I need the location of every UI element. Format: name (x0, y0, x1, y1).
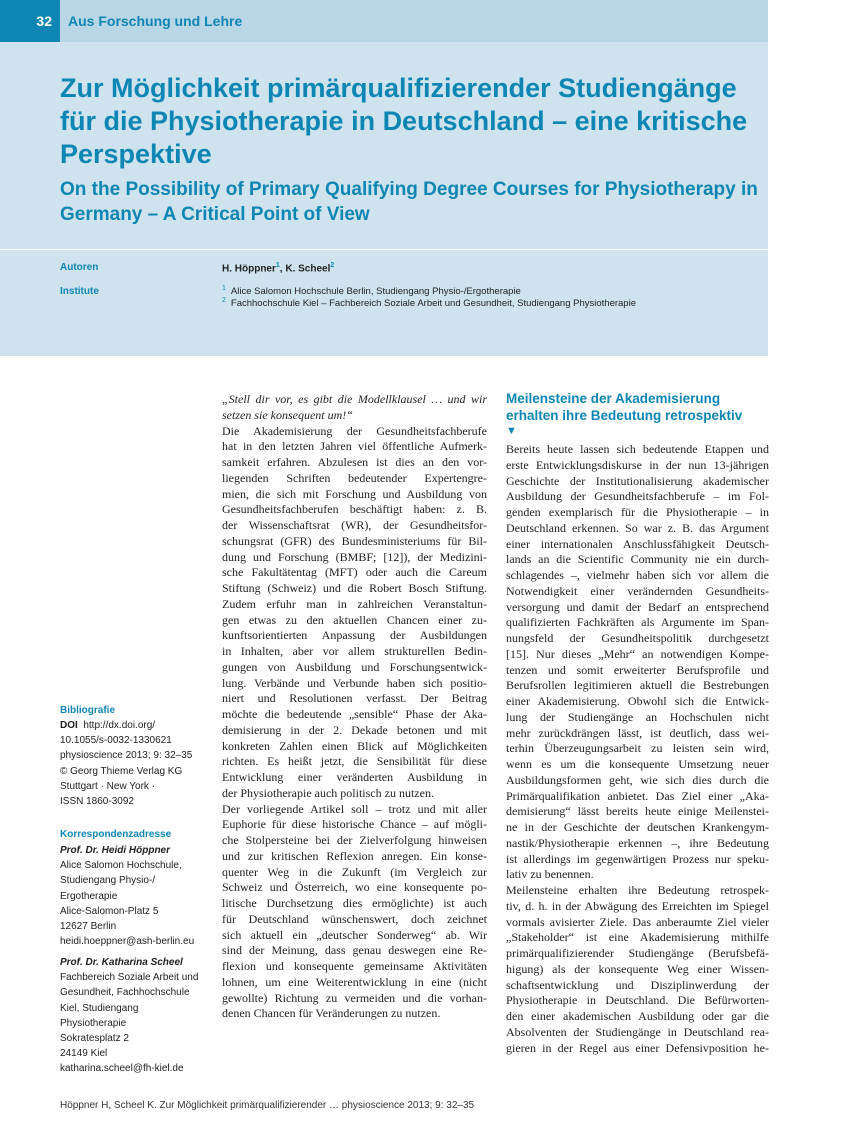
page-footer: Höppner H, Scheel K. Zur Möglichkeit primärqualifizierender … physioscience 2013; 9: 32–35 (60, 1100, 475, 1111)
text-line: Notwendigkeit einer verändernden Gesundheits- (506, 583, 769, 598)
text-line: in Inhalten, aber vor allem strukturellen Bedin- (222, 644, 487, 658)
address-line: 24149 Kiel (60, 1048, 108, 1060)
text-line: lativ zu benennen. (506, 867, 594, 882)
address-line: Kiel, Studiengang (60, 1002, 139, 1014)
text-line: „Stell dir vor, es gibt die Modellklausel … und wir (222, 392, 487, 406)
text-line: sich aktuell ein „deutscher Sonderweg“ ab. Wir (222, 927, 487, 942)
section-label: Aus Forschung und Lehre (68, 13, 243, 29)
text-line: Zudem erfuhr man in zahlreichen Veranstaltun- (222, 596, 487, 611)
text-line: „Stakeholder“ ist eine Akademisierung mithilfe (506, 930, 769, 945)
text-line: che Stolpersteine bei der Zielverfolgung hinweisen (222, 833, 487, 847)
text-line: nastik/Physiotherapie erkennen –, ihre Bedeutung (506, 835, 769, 850)
address-line: Ergotherapie (60, 890, 118, 902)
authors-list (222, 262, 334, 274)
address-line: Gesundheit, Fachhochschule (60, 987, 190, 999)
text-line: Die Akademisierung der Gesundheitsfachberufe (222, 423, 487, 438)
text-line: sind der Meinung, dass genau deswegen eine Re- (222, 943, 487, 958)
text-line: schaftsentwicklung und Disziplinwerdung der (506, 977, 769, 992)
text-line: setzen sie konsequent um!“ (222, 407, 353, 422)
text-line: ist allerdings im gegenwärtigen Prozess nur speku- (506, 851, 769, 866)
article-title-english: On the Possibility of Primary Qualifying Degree Courses for Physiotherapy in Germany – A Critical Point of View (60, 179, 758, 225)
text-line: lung der Studiengänge an Hochschulen nicht (506, 709, 769, 724)
text-line: gieren in der Regel aus einer Defensivposition he- (506, 1040, 769, 1055)
body-column-middle (222, 392, 487, 1022)
bibliography-line (60, 718, 210, 733)
text-line: hat in den letzten Jahren viel öffentliche Aufmerk- (222, 439, 487, 454)
institute-text: Fachhochschule Kiel – Fachbereich Soziale Arbeit und Gesundheit, Studiengang Physiotherapie (230, 298, 636, 310)
text-line: tiv, d. h. in der Abwägung des Erreichten im Spiegel (506, 898, 769, 913)
text-line: ne in der Geschichte der deutschen Krankengym- (506, 820, 769, 834)
correspondence-block-2 (60, 955, 210, 1077)
header-divider (0, 249, 768, 250)
correspondent-name: Prof. Dr. Katharina Scheel (60, 957, 183, 968)
text-line: lohnen, um eine Weiterentwicklung in eine (nicht (222, 974, 487, 989)
text-line: Der vorliegende Artikel soll – trotz und mit aller (222, 801, 487, 816)
text-line: kunftsorientierten Anpassung der Ausbildungen (222, 628, 487, 643)
text-line: wenn es um die konsequente Umsetzung neuer (506, 757, 769, 771)
doi-label: DOI (60, 720, 78, 731)
text-line: richten. Es heißt jetzt, die Sensibilität für diese (222, 754, 487, 769)
article-title-german: Zur Möglichkeit primärqualifizierender Studiengänge für die Physiotherapie in Deutschland – eine kritische Perspektive (60, 73, 748, 169)
text-line: Ausbildung der Gesundheitsfachberufe – im Fol- (506, 489, 769, 504)
section-heading: Meilensteine der Akademisierung erhalten ihre Bedeutung retrospektiv (506, 391, 743, 423)
text-line: Primärqualifikation anbietet. Das Ziel einer „Aka- (506, 788, 769, 803)
institute-number: 1 (222, 285, 226, 292)
text-line: litische Durchsetzung dies ermöglichte) ist auch (222, 896, 487, 910)
text-line: versorgung und damit der Bedarf an entsprechend (506, 599, 769, 614)
author-affiliation-number: 2 (330, 262, 335, 269)
text-line: genden exemplarisch für die Physiotherapie – in (506, 505, 769, 519)
address-line: Alice-Salomon-Platz 5 (60, 905, 159, 917)
text-line: und zur kritischen Reflexion anregen. Ein konse- (222, 848, 487, 863)
text-line: einer Akademisierung. Obwohl sich die Entwick- (506, 694, 769, 708)
author-affiliation-number: 1 (275, 262, 280, 269)
text-line: Gesundheitsfachberufen beschäftigt haben: z. B. (222, 502, 487, 517)
text-line: gewollte) Richtung zu vermeiden und die vorhan- (222, 990, 487, 1005)
authors-label: Autoren (60, 262, 99, 273)
email-link[interactable]: heidi.hoeppner@ash-berlin.eu (60, 936, 195, 948)
text-line: gen etwas zu den aktuellen Chancen einer zu- (222, 612, 487, 627)
address-line: Alice Salomon Hochschule, (60, 860, 182, 872)
text-line: Euphorie für diese historische Chance – auf mögli- (222, 817, 487, 832)
epigraph-quote (222, 392, 487, 424)
text-line: Physiotherapie in Deutschland. Die Befürworten- (506, 993, 769, 1008)
text-line: der Physiotherapie auch politisch zu nutzen. (222, 785, 434, 800)
text-line: Stiftung (Schweiz) und die Robert Bosch Stiftung. (222, 581, 487, 595)
text-line: tenzen und somit erweiterter Berufsprofile und (506, 662, 769, 677)
correspondent-name: Prof. Dr. Heidi Höppner (60, 845, 171, 856)
text-line: higung) als der konsequente Weg einer Wissen- (506, 961, 769, 976)
text-line: möchte die bedeutende „sensible“ Phase der Aka- (222, 707, 487, 721)
bibliography-line: Stuttgart · New York · (60, 780, 156, 792)
text-line: quenter Weg in die Zukunft (im Vergleich zur (222, 864, 487, 879)
address-line: Studiengang Physio-/ (60, 875, 156, 887)
text-line: einer internationalen Anschlussfähigkeit Deutsch- (506, 536, 769, 551)
text-line: erste Entwicklungsdiskurse in der nun 13-jährigen (506, 457, 769, 472)
author-separator: , (279, 263, 286, 275)
text-line: primärqualifizierender Studiengänge (Berufsbefä- (506, 946, 769, 960)
text-line: gungen von Ausbildung und Forschungsentwick- (222, 659, 487, 674)
institute-item (222, 285, 521, 297)
text-line: Meilensteine erhalten ihre Bedeutung retrospek- (506, 883, 769, 897)
bibliography-line: physioscience 2013; 9: 32–35 (60, 750, 193, 762)
author-name: K. Scheel (285, 263, 331, 275)
bibliography-line: 10.1055/s-0032-1330621 (60, 735, 172, 747)
page-number: 32 (0, 0, 60, 42)
text-line: nungsfeld der Gesundheitspolitik durchgesetzt (506, 631, 769, 645)
text-line: mehr zurückdrängen lässt, ist deutlich, dass wei- (506, 725, 769, 740)
text-line: qualifizierten Fachkräften als Argumente im Span- (506, 615, 769, 630)
address-line: Sokratesplatz 2 (60, 1033, 129, 1045)
text-line: demisierung“ lässt bereits heute einige Meilenstei- (506, 804, 769, 819)
correspondence-title: Korrespondenzadresse (60, 829, 172, 840)
text-line: Schweiz und Österreich, wo eine konsequente po- (222, 880, 487, 895)
correspondence-block-1 (60, 843, 210, 949)
text-line: [15]. Nur dieses „Mehr“ an notwendigen Kompe- (506, 646, 769, 661)
institute-text: Alice Salomon Hochschule Berlin, Studiengang Physio-/Ergotherapie (230, 286, 521, 298)
address-line: Fachbereich Soziale Arbeit und (60, 972, 199, 984)
text-line: den einer akademischen Ausbildung oder gar die (506, 1009, 769, 1023)
text-line: Absolventen der Studiengänge in Deutschland rea- (506, 1024, 769, 1039)
text-line: schlagendes –, vielmehr haben sich vor allem die (506, 568, 769, 582)
text-line: schungsrat (GFR) des Bundesministeriums für Bil- (222, 533, 487, 548)
text-line: lands an die Scientific Community nie ein durch- (506, 552, 769, 567)
text-line: konkreten Zahlen einen Blick auf Möglichkeiten (222, 738, 487, 753)
body-text (222, 424, 487, 1023)
text-line: niert und Resolutionen verfasst. Der Beitrag (222, 691, 487, 706)
text-line: samkeit erfahren. Abzulesen ist dies an den vor- (222, 455, 487, 469)
text-line: flexion und konsequente gemeinsame Aktivitäten (222, 959, 487, 973)
doi-link[interactable]: http://dx.doi.org/ (83, 720, 156, 731)
text-line: der Wissenschaftsrat (WR), der Gesundheitsfor- (222, 518, 487, 532)
text-line: Entwicklung einer veränderten Ausbildung in (222, 770, 487, 784)
institute-item (222, 297, 636, 309)
body-column-right (506, 442, 769, 1056)
down-arrow-icon: ▼ (506, 425, 517, 437)
address-line: 12627 Berlin (60, 921, 117, 933)
text-line: sche Fakultätentag (MFT) oder auch die Careum (222, 565, 487, 580)
bibliography-title: Bibliografie (60, 705, 116, 716)
bibliography-block (60, 718, 210, 809)
text-line: Bereits heute lassen sich bedeutende Etappen und (506, 442, 769, 456)
text-line: Geschichte der Institutionalisierung akademischer (506, 473, 769, 488)
author-name: H. Höppner (222, 263, 276, 275)
institute-number: 2 (222, 297, 226, 304)
text-line: terhin Überzeugungsarbeit zu leisten sein wird, (506, 741, 769, 756)
email-link[interactable]: katharina.scheel@fh-kiel.de (60, 1063, 184, 1075)
text-line: denen Chancen für Veränderungen zu nutzen. (222, 1006, 441, 1021)
text-line: liegenden Schriften bedeutender Expertengre- (222, 470, 487, 485)
text-line: Berufsrollen legitimieren aktuell die Bestrebungen (506, 678, 769, 693)
text-line: mien, die sich mit Forschung und Ausbildung von (222, 486, 487, 501)
address-line: Physiotherapie (60, 1017, 127, 1029)
text-line: demisierung in der 2. Dekade betonen und mit (222, 722, 487, 737)
bibliography-line: ISSN 1860-3092 (60, 796, 134, 808)
body-text (506, 442, 769, 1056)
text-line: Ausbildungsformen geht, wie sich dies durch die (506, 772, 769, 787)
text-line: lung. Verbände und Verbunde haben sich positio- (222, 675, 487, 690)
text-line: Deutschland erkennen. So war z. B. das Argument (506, 520, 769, 535)
text-line: dung und Forschung (BMBF; [12]), der Medizini- (222, 549, 487, 564)
institute-label: Institute (60, 286, 99, 297)
text-line: vormals avisierter Ziele. Das anberaumte Ziel vieler (506, 914, 769, 929)
text-line: für Deutschland wünschenswert, doch zeichnet (222, 911, 487, 926)
bibliography-line: © Georg Thieme Verlag KG (60, 765, 183, 777)
